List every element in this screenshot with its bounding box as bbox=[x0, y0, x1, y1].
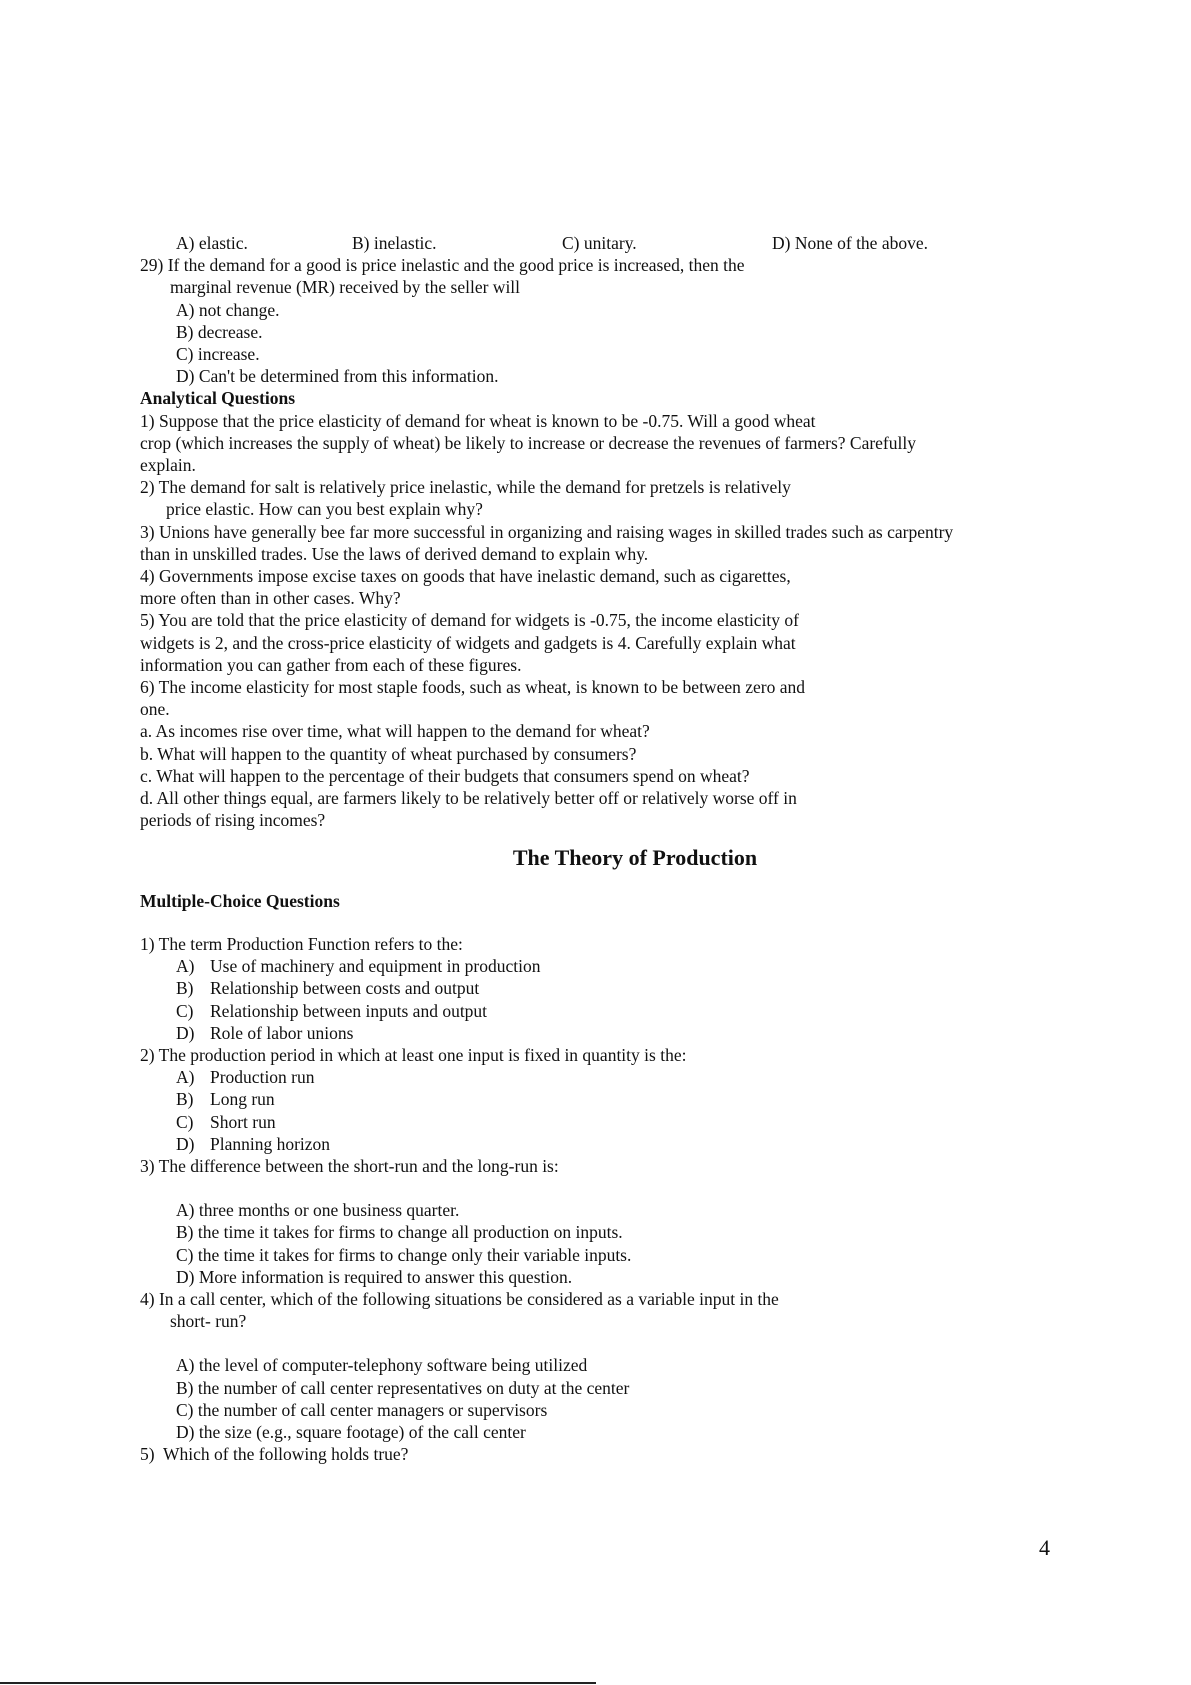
prod-q2-option: A) Production run bbox=[176, 1067, 315, 1088]
q29-stem-line2: marginal revenue (MR) received by the seller will bbox=[170, 277, 521, 298]
prod-q2-option: B) Long run bbox=[176, 1089, 275, 1110]
prod-q3-stem: 3) The difference between the short-run and the long-run is: bbox=[140, 1155, 559, 1176]
analytical-line: a. As incomes rise over time, what will happen to the demand for wheat? bbox=[140, 721, 650, 742]
analytical-questions bbox=[140, 410, 1100, 832]
prod-q2-option: D) Planning horizon bbox=[176, 1133, 331, 1154]
q29-stem-line1: 29) If the demand for a good is price inelastic and the good price is increased, then the bbox=[140, 255, 745, 276]
q28-option-a: A) elastic. bbox=[176, 233, 248, 253]
analytical-line: one. bbox=[140, 699, 170, 720]
analytical-line: explain. bbox=[140, 455, 196, 476]
q28-option-d: D) None of the above. bbox=[772, 233, 928, 253]
prod-q5-stem: 5) Which of the following holds true? bbox=[140, 1444, 409, 1465]
bottom-rule bbox=[0, 1682, 596, 1684]
analytical-line: price elastic. How can you best explain why? bbox=[166, 499, 483, 520]
prod-q4-option-d: D) the size (e.g., square footage) of the call center bbox=[176, 1421, 526, 1442]
analytical-line: c. What will happen to the percentage of their budgets that consumers spend on wheat? bbox=[140, 765, 750, 786]
prod-q3-option-c: C) the time it takes for firms to change only their variable inputs. bbox=[176, 1244, 632, 1265]
prod-q1-option: B) Relationship between costs and output bbox=[176, 978, 480, 999]
document-page bbox=[140, 232, 1100, 1465]
prod-q1-option: C) Relationship between inputs and output bbox=[176, 1000, 488, 1021]
q28-option-b: B) inelastic. bbox=[352, 233, 437, 253]
multiple-choice-heading: Multiple-Choice Questions bbox=[140, 890, 340, 911]
analytical-line: b. What will happen to the quantity of wheat purchased by consumers? bbox=[140, 743, 637, 764]
analytical-line: d. All other things equal, are farmers likely to be relatively better off or relatively worse off in bbox=[140, 788, 797, 809]
prod-q4-stem-line2: short- run? bbox=[170, 1311, 247, 1332]
analytical-heading: Analytical Questions bbox=[140, 388, 296, 409]
prod-q2-option: C) Short run bbox=[176, 1111, 276, 1132]
q29-option-a: A) not change. bbox=[176, 299, 280, 320]
analytical-line: 2) The demand for salt is relatively price inelastic, while the demand for pretzels is relatively bbox=[140, 477, 791, 498]
prod-q3-option-d: D) More information is required to answer this question. bbox=[176, 1266, 573, 1287]
prod-q4-stem-line1: 4) In a call center, which of the following situations be considered as a variable input in the bbox=[140, 1288, 779, 1309]
analytical-line: 6) The income elasticity for most staple foods, such as wheat, is known to be between zero and bbox=[140, 677, 805, 698]
prod-q1-stem: 1) The term Production Function refers to the: bbox=[140, 933, 463, 954]
analytical-line: than in unskilled trades. Use the laws of derived demand to explain why. bbox=[140, 543, 649, 564]
analytical-line: 3) Unions have generally bee far more successful in organizing and raising wages in skilled trades such as carpentry bbox=[140, 521, 954, 542]
q29-option-b: B) decrease. bbox=[176, 321, 263, 342]
prod-q4-option-c: C) the number of call center managers or supervisors bbox=[176, 1399, 548, 1420]
page-number: 4 bbox=[1039, 1535, 1050, 1560]
q28-options bbox=[140, 232, 1100, 254]
analytical-line: 4) Governments impose excise taxes on goods that have inelastic demand, such as cigarettes, bbox=[140, 566, 791, 587]
analytical-line: widgets is 2, and the cross-price elasticity of widgets and gadgets is 4. Carefully explain what bbox=[140, 632, 796, 653]
prod-q1-option: D) Role of labor unions bbox=[176, 1022, 354, 1043]
analytical-line: information you can gather from each of these figures. bbox=[140, 654, 522, 675]
prod-q2-stem: 2) The production period in which at least one input is fixed in quantity is the: bbox=[140, 1044, 687, 1065]
analytical-line: 1) Suppose that the price elasticity of demand for wheat is known to be -0.75. Will a good wheat bbox=[140, 410, 816, 431]
prod-q1-option: A) Use of machinery and equipment in production bbox=[176, 956, 541, 977]
prod-q4-option-b: B) the number of call center representatives on duty at the center bbox=[176, 1377, 630, 1398]
analytical-line: crop (which increases the supply of wheat) be likely to increase or decrease the revenues of farmers? Carefully bbox=[140, 432, 916, 453]
q29-option-d: D) Can't be determined from this information. bbox=[176, 366, 499, 387]
q28-option-c: C) unitary. bbox=[562, 233, 637, 253]
prod-q3-option-b: B) the time it takes for firms to change all production on inputs. bbox=[176, 1222, 623, 1243]
section-title: The Theory of Production bbox=[512, 845, 758, 871]
prod-q4-option-a: A) the level of computer-telephony software being utilized bbox=[176, 1355, 588, 1376]
analytical-line: 5) You are told that the price elasticity of demand for widgets is -0.75, the income elasticity of bbox=[140, 610, 800, 631]
analytical-line: more often than in other cases. Why? bbox=[140, 588, 401, 609]
prod-q3-option-a: A) three months or one business quarter. bbox=[176, 1200, 460, 1221]
q29-option-c: C) increase. bbox=[176, 344, 260, 365]
analytical-line: periods of rising incomes? bbox=[140, 810, 326, 831]
